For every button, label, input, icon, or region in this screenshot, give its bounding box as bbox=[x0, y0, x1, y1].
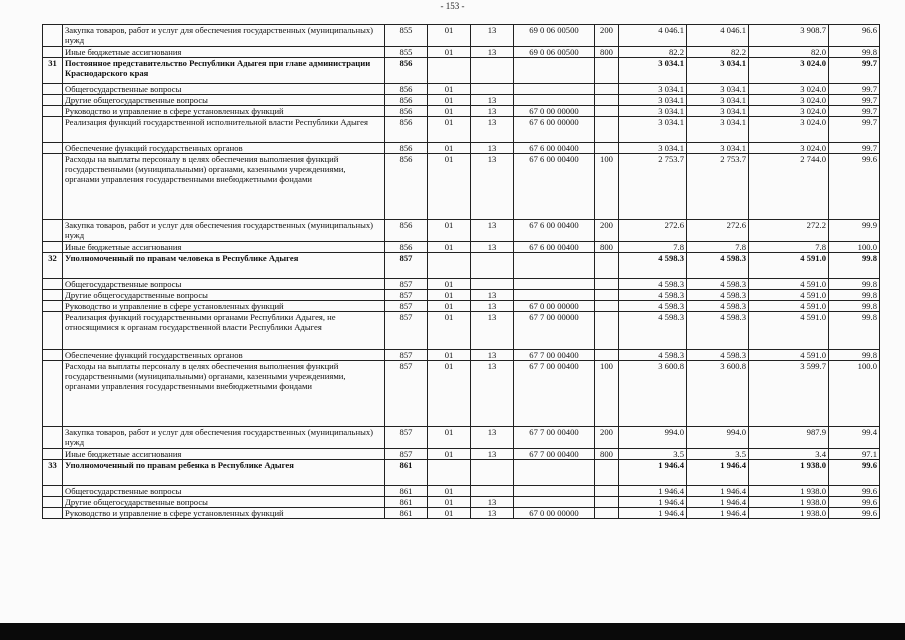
ministry-code-cell: 856 bbox=[385, 95, 428, 106]
target-article-cell bbox=[514, 497, 595, 508]
executed-amount-cell: 4 591.0 bbox=[749, 290, 829, 301]
row-number-cell bbox=[43, 427, 63, 449]
row-name-cell: Общегосударственные вопросы bbox=[63, 84, 385, 95]
row-number-cell bbox=[43, 301, 63, 312]
approved-amount-cell: 3 034.1 bbox=[619, 58, 687, 84]
subsection-code-cell: 13 bbox=[471, 301, 514, 312]
subsection-code-cell: 13 bbox=[471, 95, 514, 106]
table-row bbox=[43, 290, 880, 301]
target-article-cell bbox=[514, 95, 595, 106]
table-row bbox=[43, 253, 880, 279]
revised-amount-cell: 4 046.1 bbox=[687, 25, 749, 47]
ministry-code-cell: 857 bbox=[385, 449, 428, 460]
row-name-cell: Другие общегосударственные вопросы bbox=[63, 95, 385, 106]
revised-amount-cell: 4 598.3 bbox=[687, 253, 749, 279]
execution-percent-cell: 99.8 bbox=[829, 47, 880, 58]
approved-amount-cell: 3 034.1 bbox=[619, 95, 687, 106]
executed-amount-cell: 1 938.0 bbox=[749, 486, 829, 497]
approved-amount-cell: 4 598.3 bbox=[619, 312, 687, 350]
execution-percent-cell: 99.7 bbox=[829, 95, 880, 106]
row-name-cell: Постоянное представительство Республики Адыгея при главе администрации Краснодарского края bbox=[63, 58, 385, 84]
approved-amount-cell: 4 598.3 bbox=[619, 301, 687, 312]
row-number-cell bbox=[43, 143, 63, 154]
expense-type-cell: 800 bbox=[595, 449, 619, 460]
approved-amount-cell: 4 598.3 bbox=[619, 350, 687, 361]
scan-bottom-edge bbox=[0, 623, 905, 640]
row-number-cell bbox=[43, 25, 63, 47]
expense-type-cell: 800 bbox=[595, 242, 619, 253]
approved-amount-cell: 82.2 bbox=[619, 47, 687, 58]
revised-amount-cell: 3 034.1 bbox=[687, 106, 749, 117]
table-row bbox=[43, 106, 880, 117]
row-number-cell bbox=[43, 486, 63, 497]
row-name-cell: Обеспечение функций государственных органов bbox=[63, 143, 385, 154]
ministry-code-cell: 856 bbox=[385, 154, 428, 220]
row-name-cell: Другие общегосударственные вопросы bbox=[63, 497, 385, 508]
expense-type-cell: 100 bbox=[595, 361, 619, 427]
subsection-code-cell: 13 bbox=[471, 220, 514, 242]
executed-amount-cell: 7.8 bbox=[749, 242, 829, 253]
row-name-cell: Реализация функций государственной исполнительной власти Республики Адыгея bbox=[63, 117, 385, 143]
ministry-code-cell: 856 bbox=[385, 117, 428, 143]
execution-percent-cell: 99.6 bbox=[829, 154, 880, 220]
table-row bbox=[43, 361, 880, 427]
subsection-code-cell: 13 bbox=[471, 427, 514, 449]
approved-amount-cell: 3 600.8 bbox=[619, 361, 687, 427]
target-article-cell: 69 0 06 00500 bbox=[514, 25, 595, 47]
expense-type-cell bbox=[595, 350, 619, 361]
row-name-cell: Иные бюджетные ассигнования bbox=[63, 47, 385, 58]
expense-type-cell bbox=[595, 106, 619, 117]
execution-percent-cell: 99.7 bbox=[829, 143, 880, 154]
subsection-code-cell bbox=[471, 460, 514, 486]
expense-type-cell bbox=[595, 312, 619, 350]
section-code-cell bbox=[428, 253, 471, 279]
row-name-cell: Иные бюджетные ассигнования bbox=[63, 449, 385, 460]
target-article-cell bbox=[514, 84, 595, 95]
executed-amount-cell: 4 591.0 bbox=[749, 312, 829, 350]
expense-type-cell bbox=[595, 117, 619, 143]
row-number-cell bbox=[43, 106, 63, 117]
section-code-cell: 01 bbox=[428, 361, 471, 427]
subsection-code-cell: 13 bbox=[471, 350, 514, 361]
executed-amount-cell: 3 024.0 bbox=[749, 58, 829, 84]
approved-amount-cell: 1 946.4 bbox=[619, 497, 687, 508]
approved-amount-cell: 3 034.1 bbox=[619, 84, 687, 95]
approved-amount-cell: 4 598.3 bbox=[619, 290, 687, 301]
row-name-cell: Закупка товаров, работ и услуг для обеспечения государственных (муниципальных) нужд bbox=[63, 427, 385, 449]
section-code-cell: 01 bbox=[428, 497, 471, 508]
revised-amount-cell: 4 598.3 bbox=[687, 279, 749, 290]
row-name-cell: Руководство и управление в сфере установленных функций bbox=[63, 301, 385, 312]
section-code-cell: 01 bbox=[428, 301, 471, 312]
execution-percent-cell: 100.0 bbox=[829, 242, 880, 253]
target-article-cell: 67 6 00 00400 bbox=[514, 154, 595, 220]
row-name-cell: Общегосударственные вопросы bbox=[63, 486, 385, 497]
execution-percent-cell: 99.7 bbox=[829, 106, 880, 117]
approved-amount-cell: 994.0 bbox=[619, 427, 687, 449]
row-name-cell: Общегосударственные вопросы bbox=[63, 279, 385, 290]
expense-type-cell bbox=[595, 301, 619, 312]
subsection-code-cell: 13 bbox=[471, 154, 514, 220]
table-row bbox=[43, 279, 880, 290]
ministry-code-cell: 857 bbox=[385, 312, 428, 350]
table-row bbox=[43, 117, 880, 143]
row-number-cell: 31 bbox=[43, 58, 63, 84]
executed-amount-cell: 3 024.0 bbox=[749, 84, 829, 95]
table-row bbox=[43, 143, 880, 154]
row-name-cell: Другие общегосударственные вопросы bbox=[63, 290, 385, 301]
expense-type-cell bbox=[595, 497, 619, 508]
executed-amount-cell: 82.0 bbox=[749, 47, 829, 58]
execution-percent-cell: 99.6 bbox=[829, 508, 880, 519]
table-row bbox=[43, 449, 880, 460]
section-code-cell: 01 bbox=[428, 427, 471, 449]
expense-type-cell bbox=[595, 84, 619, 95]
execution-percent-cell: 96.6 bbox=[829, 25, 880, 47]
executed-amount-cell: 3 024.0 bbox=[749, 143, 829, 154]
row-number-cell bbox=[43, 95, 63, 106]
executed-amount-cell: 1 938.0 bbox=[749, 497, 829, 508]
subsection-code-cell: 13 bbox=[471, 312, 514, 350]
table-row bbox=[43, 427, 880, 449]
table-row bbox=[43, 508, 880, 519]
ministry-code-cell: 857 bbox=[385, 350, 428, 361]
ministry-code-cell: 856 bbox=[385, 143, 428, 154]
ministry-code-cell: 857 bbox=[385, 361, 428, 427]
table-row bbox=[43, 95, 880, 106]
row-name-cell: Расходы на выплаты персоналу в целях обеспечения выполнения функций государственными (муниципальными) органами, казенными учреждениями, органами управления государственными внебюджетными фондами bbox=[63, 361, 385, 427]
target-article-cell bbox=[514, 290, 595, 301]
executed-amount-cell: 1 938.0 bbox=[749, 508, 829, 519]
target-article-cell: 67 6 00 00400 bbox=[514, 143, 595, 154]
row-number-cell bbox=[43, 242, 63, 253]
expense-type-cell bbox=[595, 58, 619, 84]
section-code-cell: 01 bbox=[428, 47, 471, 58]
executed-amount-cell: 3 024.0 bbox=[749, 117, 829, 143]
revised-amount-cell: 3 034.1 bbox=[687, 84, 749, 95]
execution-percent-cell: 100.0 bbox=[829, 361, 880, 427]
budget-table bbox=[42, 24, 880, 519]
target-article-cell bbox=[514, 279, 595, 290]
section-code-cell: 01 bbox=[428, 25, 471, 47]
table-row bbox=[43, 497, 880, 508]
target-article-cell: 67 0 00 00000 bbox=[514, 106, 595, 117]
revised-amount-cell: 272.6 bbox=[687, 220, 749, 242]
execution-percent-cell: 99.7 bbox=[829, 58, 880, 84]
expense-type-cell bbox=[595, 486, 619, 497]
target-article-cell: 67 7 00 00400 bbox=[514, 427, 595, 449]
row-number-cell bbox=[43, 497, 63, 508]
revised-amount-cell: 3 600.8 bbox=[687, 361, 749, 427]
revised-amount-cell: 1 946.4 bbox=[687, 508, 749, 519]
subsection-code-cell: 13 bbox=[471, 25, 514, 47]
executed-amount-cell: 4 591.0 bbox=[749, 253, 829, 279]
row-number-cell: 33 bbox=[43, 460, 63, 486]
target-article-cell bbox=[514, 460, 595, 486]
executed-amount-cell: 3 908.7 bbox=[749, 25, 829, 47]
target-article-cell: 67 7 00 00400 bbox=[514, 449, 595, 460]
approved-amount-cell: 1 946.4 bbox=[619, 508, 687, 519]
expense-type-cell: 200 bbox=[595, 25, 619, 47]
ministry-code-cell: 856 bbox=[385, 58, 428, 84]
execution-percent-cell: 99.7 bbox=[829, 84, 880, 95]
row-number-cell bbox=[43, 154, 63, 220]
ministry-code-cell: 861 bbox=[385, 508, 428, 519]
target-article-cell: 67 0 00 00000 bbox=[514, 301, 595, 312]
revised-amount-cell: 4 598.3 bbox=[687, 350, 749, 361]
execution-percent-cell: 99.8 bbox=[829, 350, 880, 361]
revised-amount-cell: 3 034.1 bbox=[687, 95, 749, 106]
ministry-code-cell: 857 bbox=[385, 279, 428, 290]
row-number-cell bbox=[43, 84, 63, 95]
approved-amount-cell: 3 034.1 bbox=[619, 106, 687, 117]
table-row bbox=[43, 154, 880, 220]
subsection-code-cell bbox=[471, 58, 514, 84]
section-code-cell bbox=[428, 460, 471, 486]
executed-amount-cell: 987.9 bbox=[749, 427, 829, 449]
ministry-code-cell: 855 bbox=[385, 25, 428, 47]
table-row bbox=[43, 25, 880, 47]
row-name-cell: Иные бюджетные ассигнования bbox=[63, 242, 385, 253]
row-number-cell bbox=[43, 279, 63, 290]
revised-amount-cell: 994.0 bbox=[687, 427, 749, 449]
executed-amount-cell: 3 024.0 bbox=[749, 106, 829, 117]
target-article-cell: 67 7 00 00400 bbox=[514, 350, 595, 361]
approved-amount-cell: 3.5 bbox=[619, 449, 687, 460]
execution-percent-cell: 99.8 bbox=[829, 290, 880, 301]
expense-type-cell bbox=[595, 460, 619, 486]
section-code-cell: 01 bbox=[428, 486, 471, 497]
executed-amount-cell: 4 591.0 bbox=[749, 350, 829, 361]
table-row bbox=[43, 460, 880, 486]
subsection-code-cell: 13 bbox=[471, 143, 514, 154]
page-number: - 153 - bbox=[440, 1, 465, 11]
section-code-cell: 01 bbox=[428, 106, 471, 117]
expense-type-cell: 100 bbox=[595, 154, 619, 220]
row-name-cell: Руководство и управление в сфере установленных функций bbox=[63, 106, 385, 117]
row-number-cell bbox=[43, 508, 63, 519]
ministry-code-cell: 856 bbox=[385, 242, 428, 253]
revised-amount-cell: 1 946.4 bbox=[687, 460, 749, 486]
row-number-cell bbox=[43, 449, 63, 460]
revised-amount-cell: 3.5 bbox=[687, 449, 749, 460]
section-code-cell: 01 bbox=[428, 117, 471, 143]
table-body bbox=[43, 25, 880, 519]
execution-percent-cell: 99.7 bbox=[829, 117, 880, 143]
revised-amount-cell: 3 034.1 bbox=[687, 117, 749, 143]
section-code-cell: 01 bbox=[428, 290, 471, 301]
ministry-code-cell: 861 bbox=[385, 497, 428, 508]
execution-percent-cell: 99.4 bbox=[829, 427, 880, 449]
row-name-cell: Обеспечение функций государственных органов bbox=[63, 350, 385, 361]
subsection-code-cell bbox=[471, 84, 514, 95]
row-number-cell bbox=[43, 47, 63, 58]
subsection-code-cell: 13 bbox=[471, 290, 514, 301]
approved-amount-cell: 7.8 bbox=[619, 242, 687, 253]
section-code-cell: 01 bbox=[428, 143, 471, 154]
subsection-code-cell: 13 bbox=[471, 242, 514, 253]
approved-amount-cell: 3 034.1 bbox=[619, 117, 687, 143]
row-name-cell: Уполномоченный по правам человека в Республике Адыгея bbox=[63, 253, 385, 279]
section-code-cell: 01 bbox=[428, 508, 471, 519]
section-code-cell: 01 bbox=[428, 95, 471, 106]
row-number-cell bbox=[43, 290, 63, 301]
table-row bbox=[43, 312, 880, 350]
revised-amount-cell: 82.2 bbox=[687, 47, 749, 58]
revised-amount-cell: 4 598.3 bbox=[687, 301, 749, 312]
execution-percent-cell: 99.6 bbox=[829, 486, 880, 497]
executed-amount-cell: 2 744.0 bbox=[749, 154, 829, 220]
approved-amount-cell: 2 753.7 bbox=[619, 154, 687, 220]
subsection-code-cell: 13 bbox=[471, 449, 514, 460]
section-code-cell: 01 bbox=[428, 279, 471, 290]
section-code-cell: 01 bbox=[428, 242, 471, 253]
approved-amount-cell: 4 598.3 bbox=[619, 279, 687, 290]
table-row bbox=[43, 47, 880, 58]
row-name-cell: Уполномоченный по правам ребенка в Республике Адыгея bbox=[63, 460, 385, 486]
subsection-code-cell: 13 bbox=[471, 106, 514, 117]
execution-percent-cell: 97.1 bbox=[829, 449, 880, 460]
expense-type-cell bbox=[595, 508, 619, 519]
table-row bbox=[43, 350, 880, 361]
approved-amount-cell: 1 946.4 bbox=[619, 486, 687, 497]
row-number-cell bbox=[43, 350, 63, 361]
target-article-cell: 67 6 00 00000 bbox=[514, 117, 595, 143]
expense-type-cell bbox=[595, 253, 619, 279]
subsection-code-cell: 13 bbox=[471, 508, 514, 519]
execution-percent-cell: 99.8 bbox=[829, 279, 880, 290]
executed-amount-cell: 4 591.0 bbox=[749, 279, 829, 290]
expense-type-cell: 800 bbox=[595, 47, 619, 58]
section-code-cell: 01 bbox=[428, 220, 471, 242]
approved-amount-cell: 3 034.1 bbox=[619, 143, 687, 154]
execution-percent-cell: 99.6 bbox=[829, 497, 880, 508]
approved-amount-cell: 4 046.1 bbox=[619, 25, 687, 47]
row-number-cell bbox=[43, 220, 63, 242]
section-code-cell bbox=[428, 58, 471, 84]
expense-type-cell: 200 bbox=[595, 220, 619, 242]
subsection-code-cell bbox=[471, 486, 514, 497]
row-name-cell: Закупка товаров, работ и услуг для обеспечения государственных (муниципальных) нужд bbox=[63, 220, 385, 242]
target-article-cell: 67 6 00 00400 bbox=[514, 220, 595, 242]
execution-percent-cell: 99.8 bbox=[829, 312, 880, 350]
revised-amount-cell: 3 034.1 bbox=[687, 58, 749, 84]
ministry-code-cell: 857 bbox=[385, 253, 428, 279]
executed-amount-cell: 3 599.7 bbox=[749, 361, 829, 427]
executed-amount-cell: 3 024.0 bbox=[749, 95, 829, 106]
execution-percent-cell: 99.9 bbox=[829, 220, 880, 242]
section-code-cell: 01 bbox=[428, 350, 471, 361]
executed-amount-cell: 4 591.0 bbox=[749, 301, 829, 312]
executed-amount-cell: 272.2 bbox=[749, 220, 829, 242]
revised-amount-cell: 4 598.3 bbox=[687, 312, 749, 350]
execution-percent-cell: 99.8 bbox=[829, 253, 880, 279]
revised-amount-cell: 4 598.3 bbox=[687, 290, 749, 301]
row-name-cell: Закупка товаров, работ и услуг для обеспечения государственных (муниципальных) нужд bbox=[63, 25, 385, 47]
row-number-cell bbox=[43, 117, 63, 143]
subsection-code-cell: 13 bbox=[471, 497, 514, 508]
row-name-cell: Руководство и управление в сфере установленных функций bbox=[63, 508, 385, 519]
subsection-code-cell: 13 bbox=[471, 361, 514, 427]
table-row bbox=[43, 58, 880, 84]
ministry-code-cell: 857 bbox=[385, 301, 428, 312]
table-row bbox=[43, 242, 880, 253]
revised-amount-cell: 3 034.1 bbox=[687, 143, 749, 154]
target-article-cell: 67 6 00 00400 bbox=[514, 242, 595, 253]
expense-type-cell bbox=[595, 95, 619, 106]
subsection-code-cell bbox=[471, 253, 514, 279]
section-code-cell: 01 bbox=[428, 154, 471, 220]
section-code-cell: 01 bbox=[428, 84, 471, 95]
target-article-cell: 67 7 00 00400 bbox=[514, 361, 595, 427]
target-article-cell bbox=[514, 486, 595, 497]
executed-amount-cell: 1 938.0 bbox=[749, 460, 829, 486]
expense-type-cell bbox=[595, 279, 619, 290]
target-article-cell bbox=[514, 58, 595, 84]
revised-amount-cell: 7.8 bbox=[687, 242, 749, 253]
executed-amount-cell: 3.4 bbox=[749, 449, 829, 460]
target-article-cell: 67 7 00 00000 bbox=[514, 312, 595, 350]
approved-amount-cell: 1 946.4 bbox=[619, 460, 687, 486]
execution-percent-cell: 99.6 bbox=[829, 460, 880, 486]
section-code-cell: 01 bbox=[428, 312, 471, 350]
table-row bbox=[43, 301, 880, 312]
approved-amount-cell: 4 598.3 bbox=[619, 253, 687, 279]
expense-type-cell bbox=[595, 290, 619, 301]
ministry-code-cell: 861 bbox=[385, 486, 428, 497]
subsection-code-cell bbox=[471, 279, 514, 290]
row-number-cell bbox=[43, 361, 63, 427]
table-row bbox=[43, 220, 880, 242]
row-number-cell: 32 bbox=[43, 253, 63, 279]
target-article-cell: 69 0 06 00500 bbox=[514, 47, 595, 58]
target-article-cell: 67 0 00 00000 bbox=[514, 508, 595, 519]
table-row bbox=[43, 486, 880, 497]
table-row bbox=[43, 84, 880, 95]
revised-amount-cell: 2 753.7 bbox=[687, 154, 749, 220]
ministry-code-cell: 856 bbox=[385, 106, 428, 117]
target-article-cell bbox=[514, 253, 595, 279]
ministry-code-cell: 856 bbox=[385, 84, 428, 95]
subsection-code-cell: 13 bbox=[471, 47, 514, 58]
ministry-code-cell: 857 bbox=[385, 427, 428, 449]
section-code-cell: 01 bbox=[428, 449, 471, 460]
subsection-code-cell: 13 bbox=[471, 117, 514, 143]
expense-type-cell: 200 bbox=[595, 427, 619, 449]
ministry-code-cell: 856 bbox=[385, 220, 428, 242]
execution-percent-cell: 99.8 bbox=[829, 301, 880, 312]
row-name-cell: Расходы на выплаты персоналу в целях обеспечения выполнения функций государственными (муниципальными) органами, казенными учреждениями, органами управления государственными внебюджетными фондами bbox=[63, 154, 385, 220]
row-number-cell bbox=[43, 312, 63, 350]
ministry-code-cell: 857 bbox=[385, 290, 428, 301]
revised-amount-cell: 1 946.4 bbox=[687, 486, 749, 497]
approved-amount-cell: 272.6 bbox=[619, 220, 687, 242]
expense-type-cell bbox=[595, 143, 619, 154]
ministry-code-cell: 855 bbox=[385, 47, 428, 58]
ministry-code-cell: 861 bbox=[385, 460, 428, 486]
revised-amount-cell: 1 946.4 bbox=[687, 497, 749, 508]
row-name-cell: Реализация функций государственными органами Республики Адыгея, не относящимися к органам государственной власти Республики Адыгея bbox=[63, 312, 385, 350]
